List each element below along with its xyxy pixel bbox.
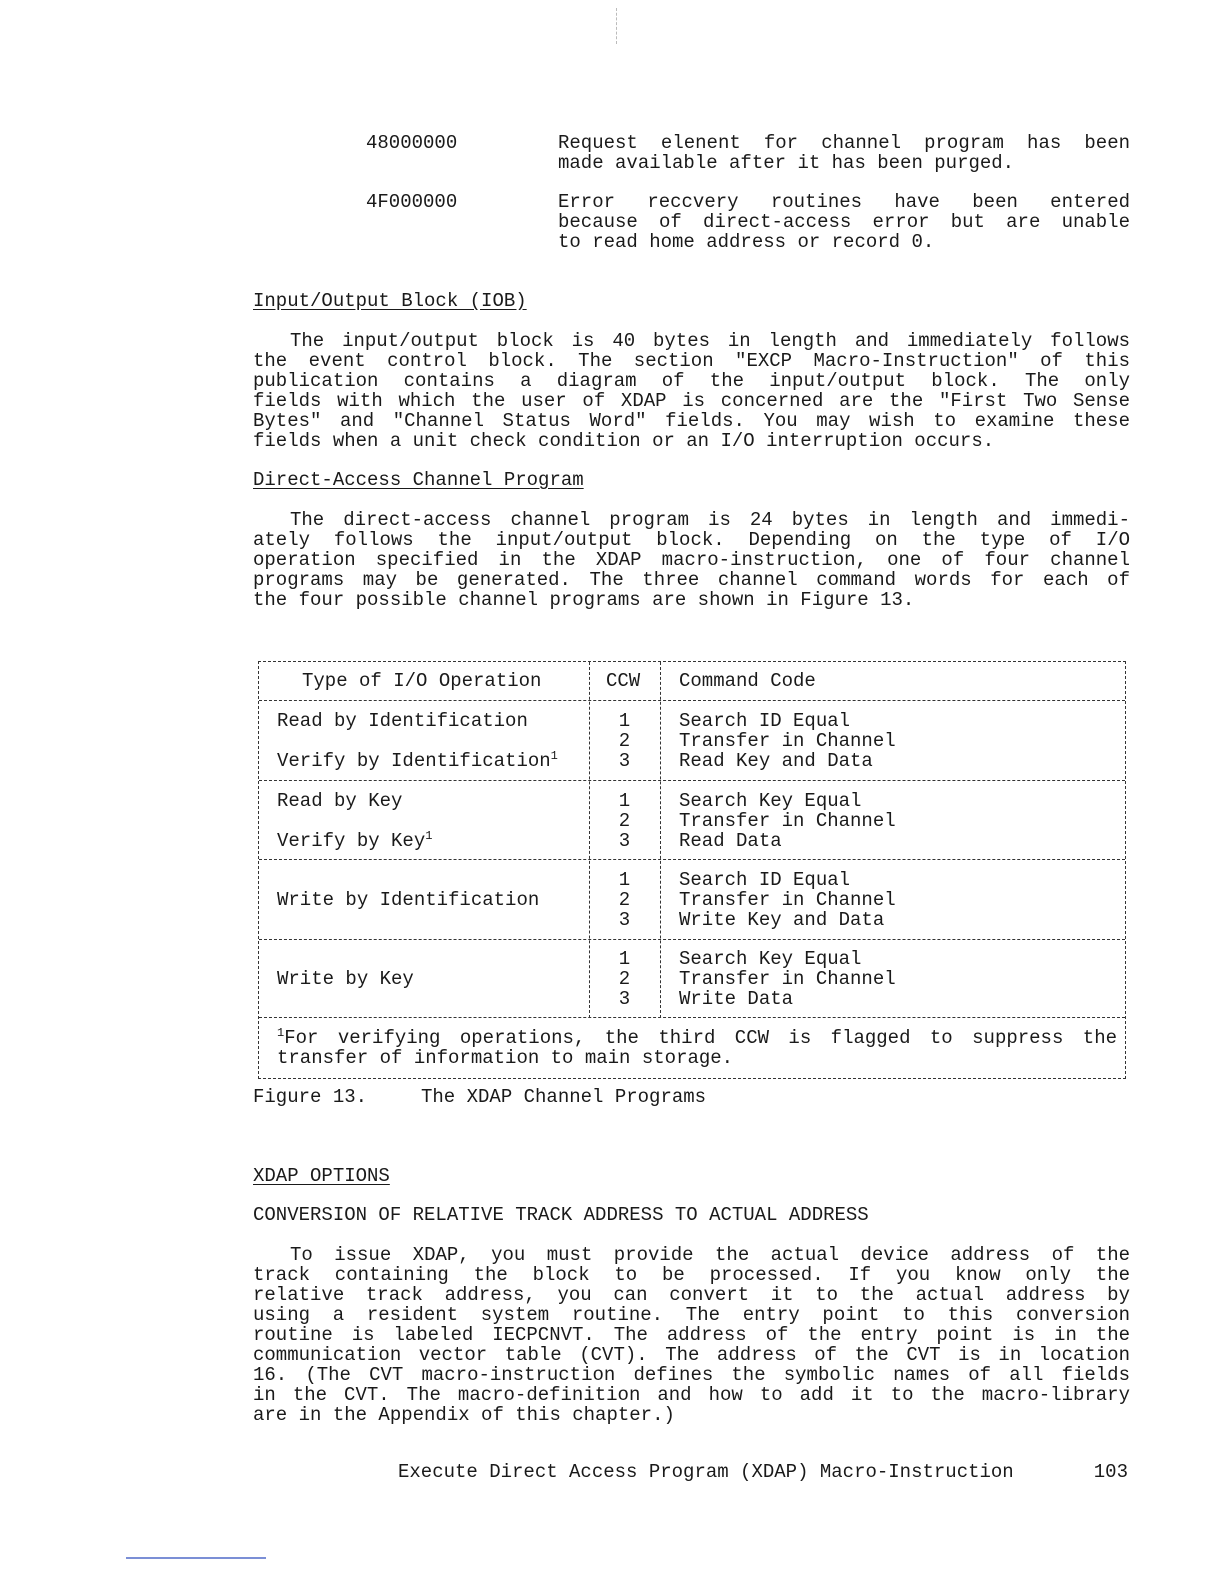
section-heading-options: XDAP OPTIONS	[253, 1165, 390, 1187]
ccw-number: 3	[618, 750, 631, 772]
paragraph-line: Bytes" and "Channel Status Word" fields. You may wish to examine these	[253, 411, 1130, 431]
ccw-number: 3	[618, 830, 631, 852]
paragraph-line: using a resident system routine. The entry point to this conversion	[253, 1305, 1130, 1325]
footer-title: Execute Direct Access Program (XDAP) Macro-Instruction	[398, 1461, 1014, 1483]
command-code: Read Key and Data	[679, 750, 873, 772]
ccw-number: 1	[618, 869, 631, 891]
ccw-number: 2	[618, 810, 631, 832]
paragraph-line: track containing the block to be processed. If you know only the	[253, 1265, 1130, 1285]
paragraph-line: are in the Appendix of this chapter.)	[253, 1405, 675, 1425]
ccw-number: 3	[618, 988, 631, 1010]
command-code: Transfer in Channel	[679, 968, 896, 990]
page-number: 103	[1093, 1461, 1128, 1483]
description-line: to read home address or record 0.	[558, 231, 935, 253]
paragraph-line: fields when a unit check condition or an I/O interruption occurs.	[253, 431, 995, 451]
scan-edge-mark	[126, 1557, 266, 1559]
figure-title: The XDAP Channel Programs	[421, 1086, 707, 1108]
row-divider	[259, 939, 1125, 940]
completion-code-description	[558, 133, 1130, 173]
page-footer	[398, 1462, 1128, 1482]
operation-type: Write by Identification	[277, 889, 540, 911]
paragraph-line: publication contains a diagram of the input/output block. The only	[253, 371, 1130, 391]
ccw-number: 1	[618, 948, 631, 970]
row-divider	[259, 700, 1125, 701]
operation-type: Write by Key	[277, 968, 414, 990]
iob-paragraph	[253, 331, 1130, 451]
paragraph-line: To issue XDAP, you must provide the actual device address of the	[290, 1245, 1130, 1265]
ccw-number: 1	[618, 710, 631, 732]
command-code: Search Key Equal	[679, 948, 862, 970]
row-divider	[259, 1017, 1125, 1018]
header-command-code: Command Code	[679, 670, 816, 692]
paragraph-line: the four possible channel programs are shown in Figure 13.	[253, 590, 915, 610]
paragraph-line: the event control block. The section "EXCP Macro-Instruction" of this	[253, 351, 1130, 371]
channel-programs-table	[258, 661, 1126, 1079]
footnote-line: $^1$For verifying operations, the third CCW is flagged to suppress the	[277, 1026, 1117, 1049]
column-divider	[660, 662, 661, 1018]
completion-code: 48000000	[366, 132, 458, 154]
figure-number: Figure 13.	[253, 1086, 368, 1108]
command-code: Transfer in Channel	[679, 810, 896, 832]
paragraph-line: ately follows the input/output block. Depending on the type of I/O	[253, 530, 1130, 550]
description-line: Error reccvery routines have been entered	[558, 191, 1130, 213]
channel-program-paragraph	[253, 510, 1130, 610]
scan-artifact	[616, 8, 618, 44]
footnote-mark: 1	[277, 1026, 285, 1040]
command-code: Search Key Equal	[679, 790, 862, 812]
operation-type: Verify by Key$^1$	[277, 829, 433, 852]
table-footnote	[277, 1028, 1117, 1068]
description-line: made available after it has been purged.	[558, 152, 1015, 174]
paragraph-line: operation specified in the XDAP macro-instruction, one of four channel	[253, 550, 1130, 570]
command-code: Transfer in Channel	[679, 889, 896, 911]
footnote-mark: 1	[425, 829, 433, 843]
command-code: Write Data	[679, 988, 794, 1010]
paragraph-line: communication vector table (CVT). The address of the CVT is in location	[253, 1345, 1130, 1365]
header-type: Type of I/O Operation	[302, 670, 542, 692]
subsection-heading: CONVERSION OF RELATIVE TRACK ADDRESS TO ACTUAL ADDRESS	[253, 1204, 869, 1226]
ccw-number: 2	[618, 730, 631, 752]
row-divider	[259, 780, 1125, 781]
paragraph-line: in the CVT. The macro-definition and how to add it to the macro-library	[253, 1385, 1130, 1405]
section-heading-iob: Input/Output Block (IOB)	[253, 290, 527, 312]
command-code: Read Data	[679, 830, 782, 852]
header-ccw: CCW	[606, 670, 641, 692]
ccw-number: 3	[618, 909, 631, 931]
footnote-mark: 1	[550, 749, 558, 763]
ccw-number: 2	[618, 968, 631, 990]
paragraph-line: 16. (The CVT macro-instruction defines the symbolic names of all fields	[253, 1365, 1130, 1385]
ccw-number: 1	[618, 790, 631, 812]
operation-type: Read by Identification	[277, 710, 528, 732]
command-code: Write Key and Data	[679, 909, 885, 931]
ccw-number: 2	[618, 889, 631, 911]
paragraph-line: programs may be generated. The three channel command words for each of	[253, 570, 1130, 590]
command-code: Transfer in Channel	[679, 730, 896, 752]
options-paragraph	[253, 1245, 1130, 1425]
command-code: Search ID Equal	[679, 869, 851, 891]
paragraph-line: The input/output block is 40 bytes in length and immediately follows	[290, 331, 1130, 351]
section-heading-channel-program: Direct-Access Channel Program	[253, 469, 584, 491]
operation-type: Verify by Identification$^1$	[277, 749, 558, 772]
column-divider	[589, 662, 590, 1018]
completion-code-description	[558, 192, 1130, 252]
description-line: because of direct-access error but are unable	[558, 211, 1130, 233]
paragraph-line: fields with which the user of XDAP is concerned are the "First Two Sense	[253, 391, 1130, 411]
command-code: Search ID Equal	[679, 710, 851, 732]
description-line: Request elenent for channel program has been	[558, 132, 1130, 154]
footnote-line: transfer of information to main storage.	[277, 1047, 734, 1069]
completion-code: 4F000000	[366, 191, 458, 213]
paragraph-line: routine is labeled IECPCNVT. The address of the entry point is in the	[253, 1325, 1130, 1345]
paragraph-line: relative track address, you can convert it to the actual address by	[253, 1285, 1130, 1305]
operation-type: Read by Key	[277, 790, 403, 812]
paragraph-line: The direct-access channel program is 24 bytes in length and immedi-	[290, 510, 1130, 530]
row-divider	[259, 859, 1125, 860]
